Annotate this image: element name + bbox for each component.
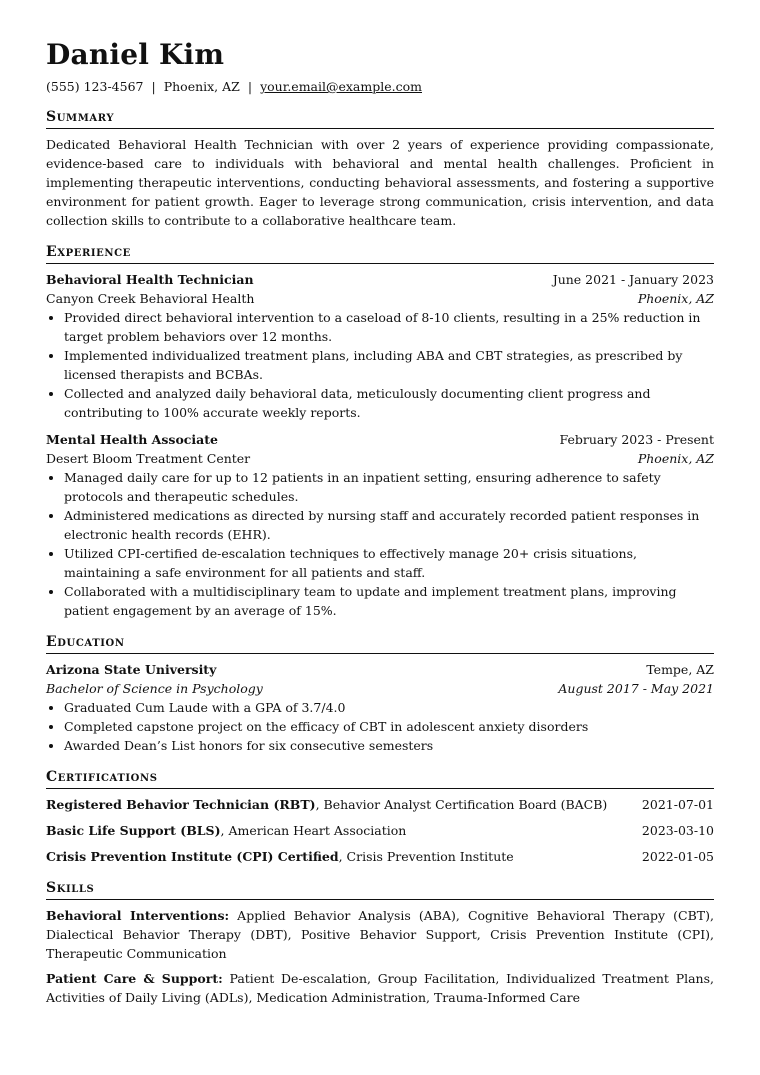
certification-item (46, 795, 714, 814)
separator: | (151, 79, 156, 94)
job-location: Phoenix, AZ (637, 291, 714, 306)
job-title: Behavioral Health Technician (46, 272, 254, 287)
job-entry (46, 430, 714, 620)
skill-group-text: Applied Behavior Analysis (ABA), Cognitive Behavioral Therapy (CBT), Dialectical Behavior Therapy (DBT), Positive Behavior Support, Crisis Prevention Institute (CPI), Therapeutic Communication (46, 908, 714, 961)
separator: | (247, 79, 253, 94)
summary-text: Dedicated Behavioral Health Technician with over 2 years of experience providing compassionate, evidence-based care to individuals with behavioral and mental health challenges. Proficient in implementing therapeutic interventions, conducting behavioral assessments, and fostering a supportive environment for patient growth. Eager to leverage strong communication, crisis intervention, and data collection skills to contribute to a collaborative healthcare team. (46, 137, 714, 228)
company-name: Canyon Creek Behavioral Health (46, 291, 255, 306)
list-item: • Awarded Dean’s List honors for six consecutive semesters (64, 736, 714, 755)
certification-issuer: , American Heart Association (220, 823, 407, 838)
candidate-name: Daniel Kim (46, 38, 225, 71)
job-bullets (46, 308, 714, 422)
section-title-experience: Experience (46, 243, 714, 264)
certification-name: Crisis Prevention Institute (CPI) Certified (46, 849, 339, 864)
list-item: • Utilized CPI-certified de-escalation techniques to effectively manage 20+ crisis situations, maintaining a safe environment for all patients and staff. (64, 544, 714, 582)
education-section (46, 633, 714, 755)
certifications-section (46, 768, 714, 866)
certification-item (46, 821, 714, 840)
job-entry (46, 270, 714, 422)
job-dates: June 2021 - January 2023 (552, 272, 714, 287)
job-title: Mental Health Associate (46, 432, 218, 447)
experience-section (46, 243, 714, 620)
skill-group (46, 969, 714, 1007)
certification-item (46, 847, 714, 866)
job-location: Phoenix, AZ (637, 451, 714, 466)
contact-line (46, 79, 714, 95)
education-dates: August 2017 - May 2021 (558, 681, 714, 696)
certification-issuer: , Behavior Analyst Certification Board (BACB) (315, 797, 608, 812)
section-title-skills: Skills (46, 879, 714, 900)
list-item: • Provided direct behavioral intervention to a caseload of 8-10 clients, resulting in a 25% reduction in target problem behaviors over 12 months. (64, 308, 714, 346)
certification-date: 2023-03-10 (641, 823, 714, 838)
education-bullets (46, 698, 714, 755)
list-item: • Completed capstone project on the efficacy of CBT in adolescent anxiety disorders (64, 717, 714, 736)
list-item: • Managed daily care for up to 12 patients in an inpatient setting, ensuring adherence to safety protocols and therapeutic schedules. (64, 468, 714, 506)
email-link[interactable]: your.email@example.com (260, 79, 422, 94)
job-bullets (46, 468, 714, 620)
list-item: • Administered medications as directed by nursing staff and accurately recorded patient responses in electronic health records (EHR). (64, 506, 714, 544)
list-item: • Graduated Cum Laude with a GPA of 3.7/4.0 (64, 698, 714, 717)
section-title-summary: Summary (46, 108, 714, 129)
certification-name: Registered Behavior Technician (RBT) (46, 797, 316, 812)
section-title-education: Education (46, 633, 714, 654)
school-location: Tempe, AZ (646, 662, 714, 677)
job-dates: February 2023 - Present (559, 432, 714, 447)
skill-group (46, 906, 714, 963)
location: Phoenix, AZ (163, 79, 240, 94)
certification-name: Basic Life Support (BLS) (46, 823, 221, 838)
summary-section (46, 108, 714, 230)
skill-group-label: Patient Care & Support: (46, 971, 223, 986)
skill-group-label: Behavioral Interventions: (46, 908, 230, 923)
certification-date: 2022-01-05 (641, 849, 714, 864)
list-item: • Implemented individualized treatment plans, including ABA and CBT strategies, as prescribed by licensed therapists and BCBAs. (64, 346, 714, 384)
company-name: Desert Bloom Treatment Center (46, 451, 251, 466)
certification-issuer: , Crisis Prevention Institute (338, 849, 514, 864)
skills-section (46, 879, 714, 1007)
certification-date: 2021-07-01 (641, 797, 714, 812)
phone-number: (555) 123-4567 (46, 79, 144, 94)
section-title-certifications: Certifications (46, 768, 714, 789)
degree: Bachelor of Science in Psychology (46, 681, 263, 696)
list-item: • Collaborated with a multidisciplinary team to update and implement treatment plans, improving patient engagement by an average of 15%. (64, 582, 714, 620)
list-item: • Collected and analyzed daily behavioral data, meticulously documenting client progress and contributing to 100% accurate weekly reports. (64, 384, 714, 422)
skill-group-text: Patient De-escalation, Group Facilitation, Individualized Treatment Plans, Activities of Daily Living (ADLs), Medication Administration, Trauma-Informed Care (46, 971, 714, 1005)
school-name: Arizona State University (46, 662, 217, 677)
